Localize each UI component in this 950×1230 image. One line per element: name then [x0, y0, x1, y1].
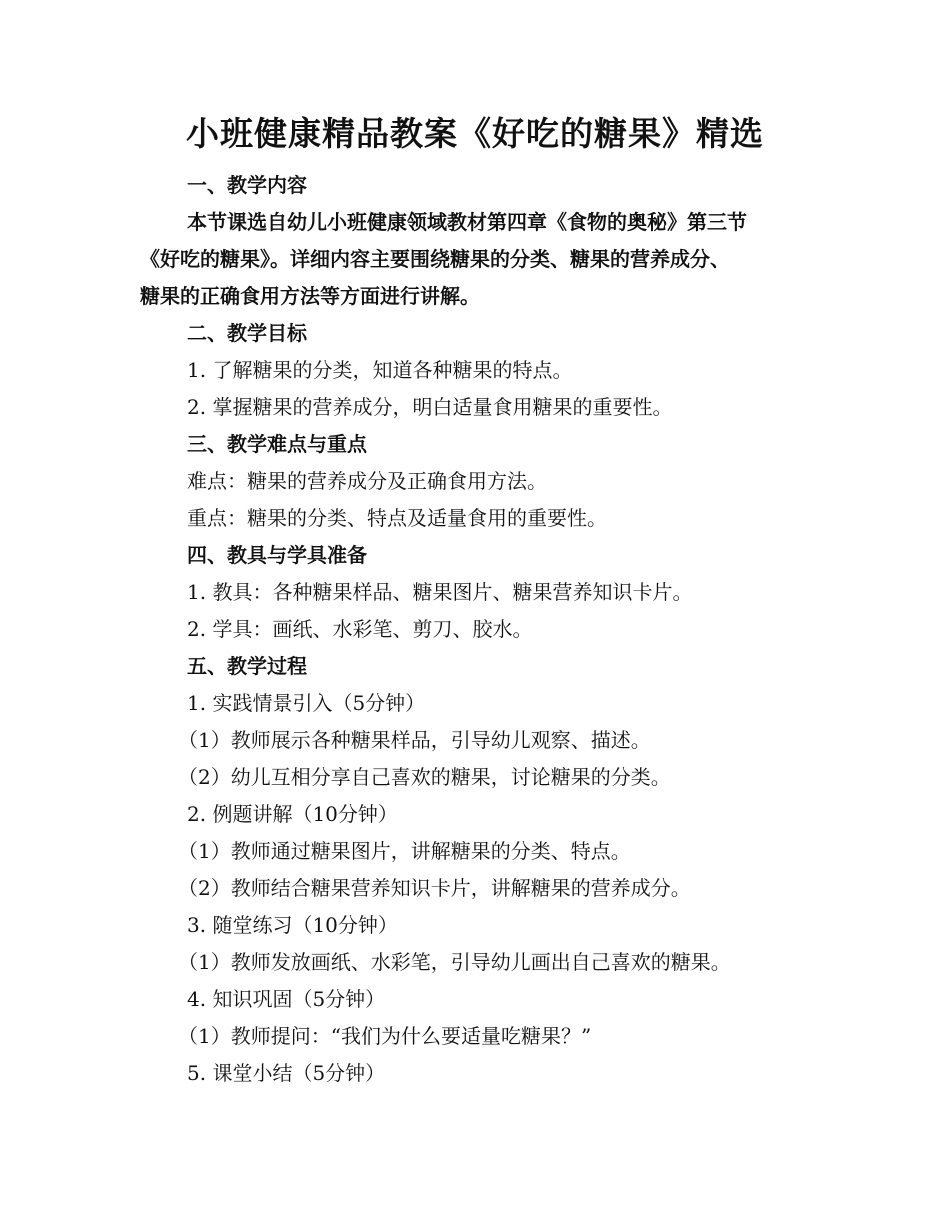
list-item: 重点：糖果的分类、特点及适量食用的重要性。 — [187, 506, 607, 530]
sub-list-item: （2）幼儿互相分享自己喜欢的糖果，讨论糖果的分类。 — [178, 765, 671, 789]
section-heading-materials: 四、教具与学具准备 — [187, 543, 367, 567]
sub-list-item: （1）教师通过糖果图片，讲解糖果的分类、特点。 — [178, 839, 631, 863]
list-item: 2. 学具：画纸、水彩笔、剪刀、胶水。 — [187, 617, 533, 641]
list-item: 2. 例题讲解（10分钟） — [187, 802, 398, 826]
sub-list-item: （1）教师发放画纸、水彩笔，引导幼儿画出自己喜欢的糖果。 — [178, 950, 731, 974]
paragraph-line: 本节课选自幼儿小班健康领域教材第四章《食物的奥秘》第三节 — [187, 210, 747, 234]
list-item: 2. 掌握糖果的营养成分，明白适量食用糖果的重要性。 — [187, 395, 673, 419]
list-item: 1. 教具：各种糖果样品、糖果图片、糖果营养知识卡片。 — [187, 580, 693, 604]
list-item: 5. 课堂小结（5分钟） — [187, 1061, 386, 1085]
list-item: 4. 知识巩固（5分钟） — [187, 987, 386, 1011]
sub-list-item: （1）教师提问：“我们为什么要适量吃糖果？” — [178, 1024, 592, 1048]
list-item: 1. 实践情景引入（5分钟） — [187, 691, 426, 715]
paragraph-line: 糖果的正确食用方法等方面进行讲解。 — [140, 284, 480, 308]
sub-list-item: （1）教师展示各种糖果样品，引导幼儿观察、描述。 — [178, 728, 651, 752]
section-heading-difficulties: 三、教学难点与重点 — [187, 432, 367, 456]
section-heading-goals: 二、教学目标 — [187, 321, 307, 345]
list-item: 3. 随堂练习（10分钟） — [187, 913, 398, 937]
paragraph-line: 《好吃的糖果》。详细内容主要围绕糖果的分类、糖果的营养成分、 — [140, 247, 730, 271]
list-item: 难点：糖果的营养成分及正确食用方法。 — [187, 469, 547, 493]
sub-list-item: （2）教师结合糖果营养知识卡片，讲解糖果的营养成分。 — [178, 876, 691, 900]
list-item: 1. 了解糖果的分类，知道各种糖果的特点。 — [187, 358, 573, 382]
section-heading-content: 一、教学内容 — [187, 173, 307, 197]
section-heading-process: 五、教学过程 — [187, 654, 307, 678]
document-title: 小班健康精品教案《好吃的糖果》精选 — [186, 114, 764, 153]
